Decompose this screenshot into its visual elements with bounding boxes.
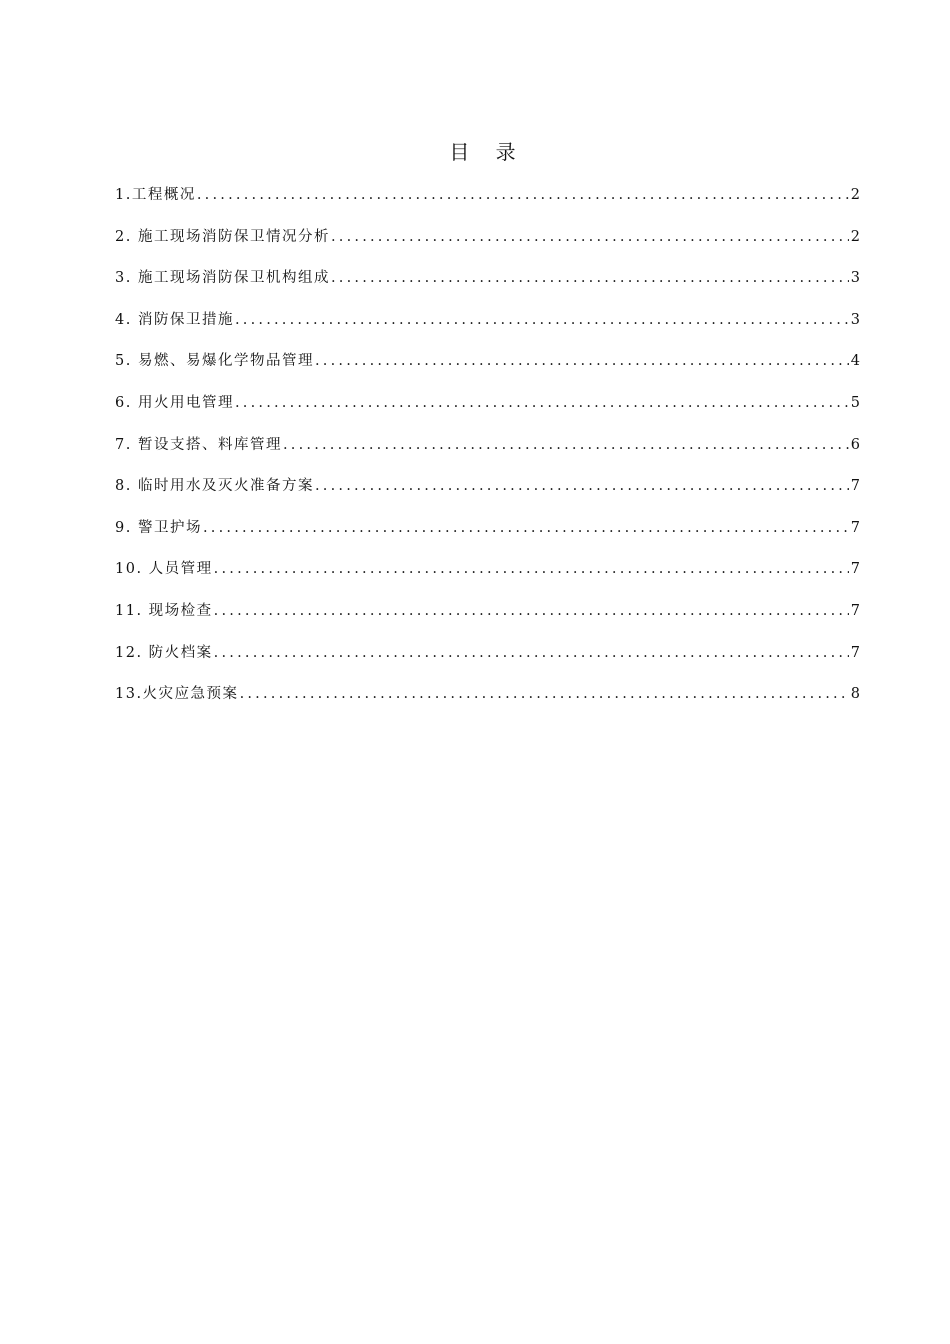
toc-title: 目 录: [449, 140, 526, 164]
toc-entry-page: 6: [850, 436, 860, 453]
toc-entry-page: 3: [850, 270, 860, 287]
toc-entry-2[interactable]: [115, 225, 860, 267]
toc-dot-leader: [331, 225, 849, 249]
toc-entry-label: 9. 警卫护场: [115, 519, 202, 536]
toc-dot-leader: [214, 557, 849, 581]
toc-entry-label: 11. 现场检查: [115, 602, 213, 619]
toc-entry-8[interactable]: [115, 474, 860, 516]
toc-dot-leader: [197, 183, 849, 207]
toc-entry-page: 4: [850, 353, 860, 370]
toc-list: [115, 183, 860, 724]
toc-entry-5[interactable]: [115, 349, 860, 391]
toc-entry-9[interactable]: [115, 516, 860, 558]
toc-entry-page: 8: [850, 686, 860, 703]
toc-entry-label: 13.火灾应急预案: [115, 686, 239, 703]
toc-entry-page: 5: [850, 394, 860, 411]
toc-entry-label: 1.工程概况: [115, 187, 196, 203]
toc-dot-leader: [315, 474, 849, 498]
toc-dot-leader: [240, 682, 849, 706]
toc-dot-leader: [214, 599, 849, 623]
toc-dot-leader: [235, 308, 849, 332]
toc-entry-label: 10. 人员管理: [115, 561, 213, 578]
toc-entry-label: 12. 防火档案: [115, 644, 213, 661]
toc-entry-6[interactable]: [115, 391, 860, 433]
toc-entry-page: 2: [850, 187, 860, 203]
toc-entry-label: 8. 临时用水及灭火准备方案: [115, 478, 314, 495]
toc-entry-label: 4. 消防保卫措施: [115, 311, 234, 328]
toc-entry-7[interactable]: [115, 433, 860, 475]
toc-entry-13[interactable]: [115, 682, 860, 724]
toc-dot-leader: [214, 641, 849, 665]
toc-entry-12[interactable]: [115, 641, 860, 683]
toc-dot-leader: [315, 349, 849, 373]
toc-entry-label: 2. 施工现场消防保卫情况分析: [115, 228, 330, 245]
toc-dot-leader: [235, 391, 849, 415]
toc-entry-label: 7. 暂设支搭、料库管理: [115, 436, 282, 453]
toc-dot-leader: [203, 516, 849, 540]
toc-entry-page: 2: [850, 228, 860, 245]
toc-dot-leader: [331, 266, 849, 290]
toc-entry-page: 3: [850, 311, 860, 328]
toc-entry-label: 5. 易燃、易爆化学物品管理: [115, 353, 314, 370]
toc-dot-leader: [283, 433, 849, 457]
toc-entry-page: 7: [850, 561, 860, 578]
toc-entry-page: 7: [850, 519, 860, 536]
toc-entry-11[interactable]: [115, 599, 860, 641]
toc-entry-page: 7: [850, 478, 860, 495]
toc-entry-1[interactable]: [115, 183, 860, 225]
toc-entry-10[interactable]: [115, 557, 860, 599]
toc-entry-4[interactable]: [115, 308, 860, 350]
toc-entry-page: 7: [850, 644, 860, 661]
toc-entry-page: 7: [850, 602, 860, 619]
toc-entry-label: 3. 施工现场消防保卫机构组成: [115, 270, 330, 287]
toc-entry-label: 6. 用火用电管理: [115, 394, 234, 411]
toc-entry-3[interactable]: [115, 266, 860, 308]
